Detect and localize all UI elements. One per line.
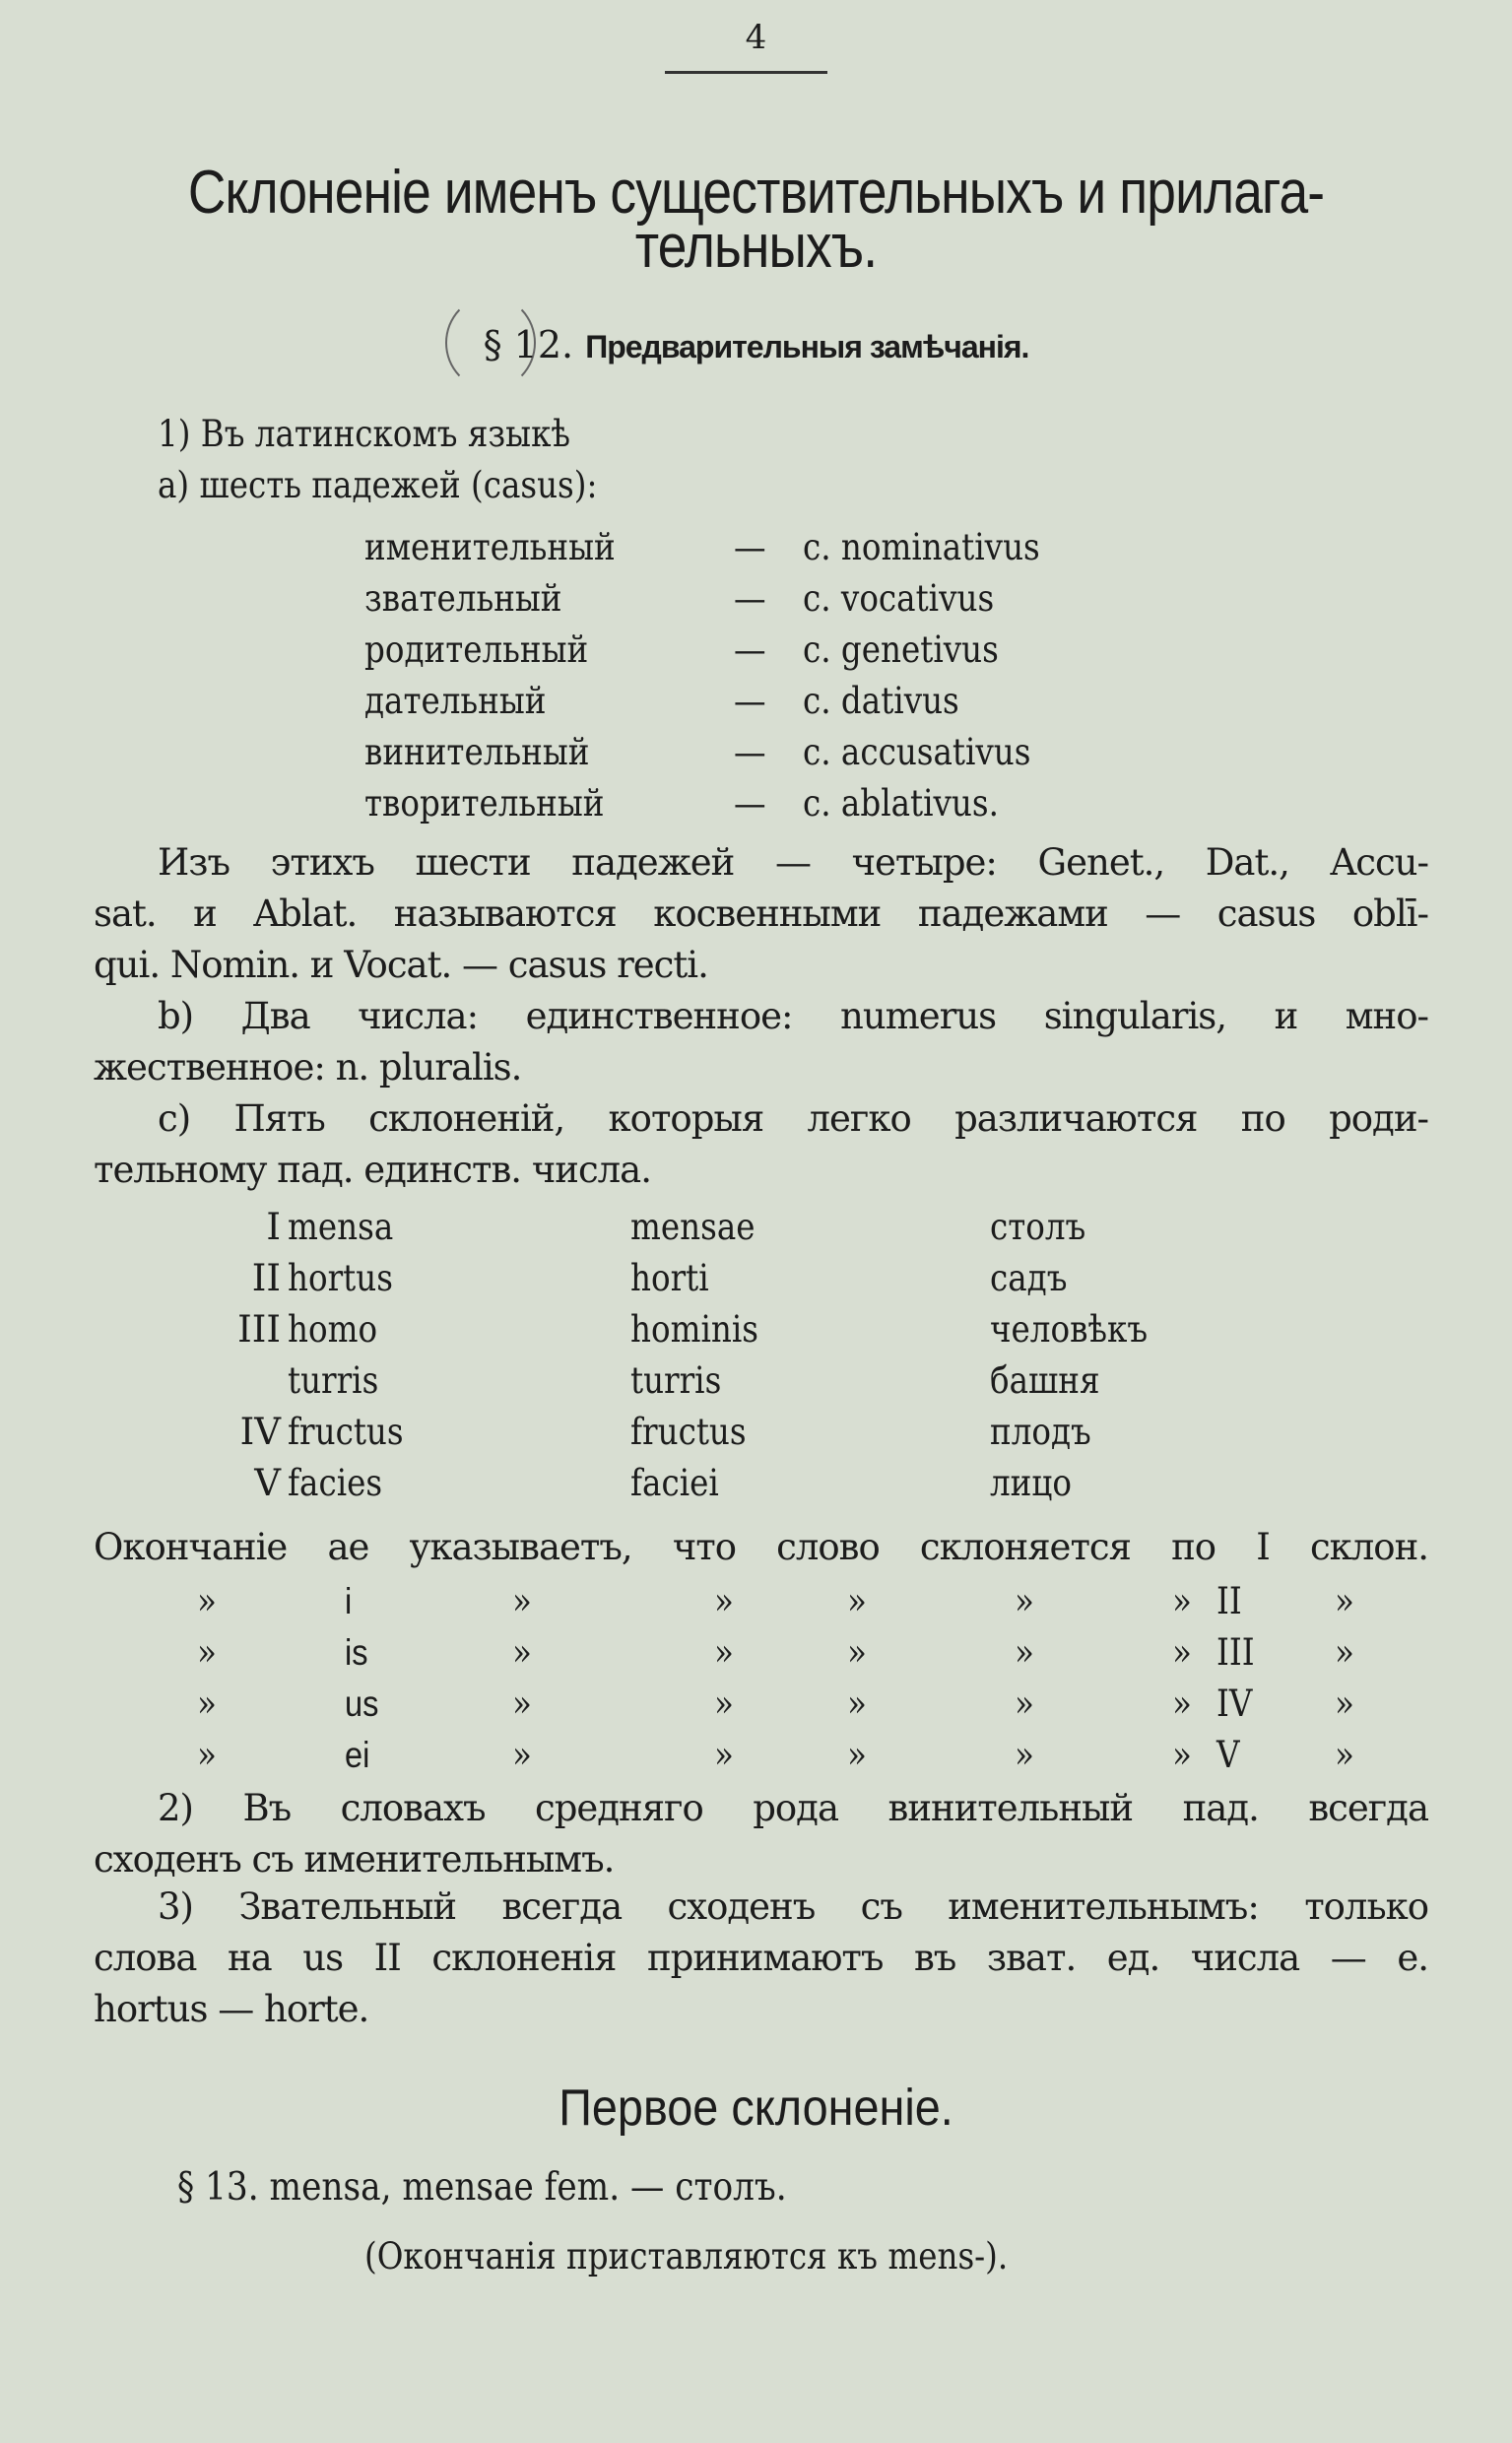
ditto-mark: » <box>1335 1734 1354 1776</box>
declension-number: II <box>1216 1580 1242 1622</box>
nominative: homo <box>288 1308 378 1351</box>
genitive: horti <box>630 1257 709 1299</box>
paragraph-line: hortus — horte. <box>94 1988 369 2030</box>
ditto-mark: » <box>1015 1631 1034 1674</box>
paragraph-line: c) Пять склоненій, которыя легко различаются по роди- <box>158 1097 1428 1140</box>
ditto-mark: » <box>1015 1683 1034 1725</box>
case-russian: именительный <box>364 526 616 568</box>
genitive: faciei <box>630 1462 719 1504</box>
section-number: 12. <box>513 323 574 366</box>
ditto-mark: » <box>1015 1580 1034 1622</box>
genitive: hominis <box>630 1308 758 1351</box>
point-1-intro: 1) Въ латинскомъ языкѣ <box>158 413 571 455</box>
ending: i <box>345 1581 353 1621</box>
case-dash: — <box>734 628 766 671</box>
case-dash: — <box>734 680 766 722</box>
translation: человѣкъ <box>990 1308 1149 1351</box>
case-dash: — <box>734 782 766 825</box>
paragraph-line: тельному пад. единств. числа. <box>94 1149 651 1191</box>
translation: садъ <box>990 1257 1068 1299</box>
case-russian: творительный <box>364 782 605 825</box>
ditto-mark: » <box>1335 1580 1354 1622</box>
genitive: fructus <box>630 1411 747 1453</box>
ditto-mark: » <box>1172 1734 1192 1776</box>
paragraph-line: qui. Nomin. и Vocat. — casus recti. <box>94 944 708 986</box>
nominative: fructus <box>288 1411 404 1453</box>
declension-number: III <box>237 1308 281 1351</box>
nominative: mensa <box>288 1206 394 1248</box>
ditto-mark: » <box>847 1683 867 1725</box>
nominative: facies <box>288 1462 383 1504</box>
nominative: turris <box>288 1359 379 1402</box>
case-russian: винительный <box>364 731 590 773</box>
paragraph-line: b) Два числа: единственное: numerus singularis, и мно- <box>158 995 1428 1037</box>
genitive: turris <box>630 1359 722 1402</box>
paragraph-line: жественное: n. pluralis. <box>94 1046 522 1089</box>
section-12-heading <box>0 323 1512 366</box>
ditto-mark: » <box>1172 1683 1192 1725</box>
ditto-mark: » <box>197 1580 217 1622</box>
ditto-mark: » <box>847 1734 867 1776</box>
ditto-mark: » <box>714 1683 734 1725</box>
header-rule <box>665 71 827 74</box>
case-latin: c. ablativus. <box>803 782 999 825</box>
paragraph-line: слова на us II склоненія принимаютъ въ зват. ед. числа — e. <box>94 1937 1428 1979</box>
case-latin: c. vocativus <box>803 577 995 620</box>
case-russian: звательный <box>364 577 562 620</box>
ditto-mark: » <box>1335 1631 1354 1674</box>
ditto-mark: » <box>512 1580 532 1622</box>
declension-number: V <box>1216 1734 1240 1776</box>
paragraph-line: сходенъ съ именительнымъ. <box>94 1838 615 1881</box>
ditto-mark: » <box>1172 1631 1192 1674</box>
case-latin: c. accusativus <box>803 731 1031 773</box>
nominative: hortus <box>288 1257 393 1299</box>
section-13-heading: § 13. mensa, mensae fem. — столъ. <box>177 2165 787 2210</box>
ditto-mark: » <box>512 1683 532 1725</box>
section-title: Предварительныя замѣчанія. <box>585 329 1029 364</box>
translation: лицо <box>990 1462 1072 1504</box>
case-dash: — <box>734 526 766 568</box>
genitive: mensae <box>630 1206 756 1248</box>
case-russian: родительный <box>364 628 589 671</box>
case-latin: c. genetivus <box>803 628 999 671</box>
ditto-mark: » <box>847 1631 867 1674</box>
ending: us <box>345 1684 379 1724</box>
ditto-mark: » <box>197 1683 217 1725</box>
paragraph-line: 2) Въ словахъ средняго рода винительный пад. всегда <box>158 1787 1428 1829</box>
ending: is <box>345 1632 368 1673</box>
ditto-mark: » <box>847 1580 867 1622</box>
translation: башня <box>990 1359 1100 1402</box>
ditto-mark: » <box>512 1631 532 1674</box>
ditto-mark: » <box>714 1580 734 1622</box>
declension-number: I <box>266 1206 281 1248</box>
endings-header: Окончаніе ae указываетъ, что слово склоняется по I склон. <box>94 1526 1428 1568</box>
declension-number: V <box>254 1462 281 1504</box>
section-mark: § <box>483 323 502 366</box>
case-russian: дательный <box>364 680 547 722</box>
point-1a: a) шесть падежей (casus): <box>158 464 598 506</box>
ditto-mark: » <box>512 1734 532 1776</box>
case-dash: — <box>734 731 766 773</box>
paragraph-line: 3) Звательный всегда сходенъ съ именительнымъ: только <box>158 1885 1428 1928</box>
paragraph-line: sat. и Ablat. называются косвенными падежами — casus oblī- <box>94 892 1428 935</box>
first-declension-heading: Первое склоненіе. <box>559 2080 953 2137</box>
declension-number: IV <box>239 1411 281 1453</box>
case-latin: c. dativus <box>803 680 959 722</box>
section-13-note: (Окончанія приставляются къ mens-). <box>364 2235 1009 2278</box>
paragraph-line: Изъ этихъ шести падежей — четыре: Genet., Dat., Accu- <box>158 841 1428 884</box>
translation: столъ <box>990 1206 1086 1248</box>
declension-number: II <box>251 1257 281 1299</box>
chapter-title-line-2: тельныхъ. <box>634 213 878 281</box>
chapter-title-line-1: Склоненіе именъ существительныхъ и прилага- <box>187 159 1325 227</box>
ditto-mark: » <box>1015 1734 1034 1776</box>
page-number: 4 <box>745 18 767 57</box>
case-dash: — <box>734 577 766 620</box>
ending: ei <box>345 1735 370 1775</box>
ditto-mark: » <box>1335 1683 1354 1725</box>
ditto-mark: » <box>714 1631 734 1674</box>
declension-number: III <box>1216 1631 1255 1674</box>
case-latin: c. nominativus <box>803 526 1040 568</box>
translation: плодъ <box>990 1411 1091 1453</box>
ditto-mark: » <box>197 1734 217 1776</box>
ditto-mark: » <box>197 1631 217 1674</box>
ditto-mark: » <box>1172 1580 1192 1622</box>
declension-number: IV <box>1216 1683 1253 1725</box>
ditto-mark: » <box>714 1734 734 1776</box>
